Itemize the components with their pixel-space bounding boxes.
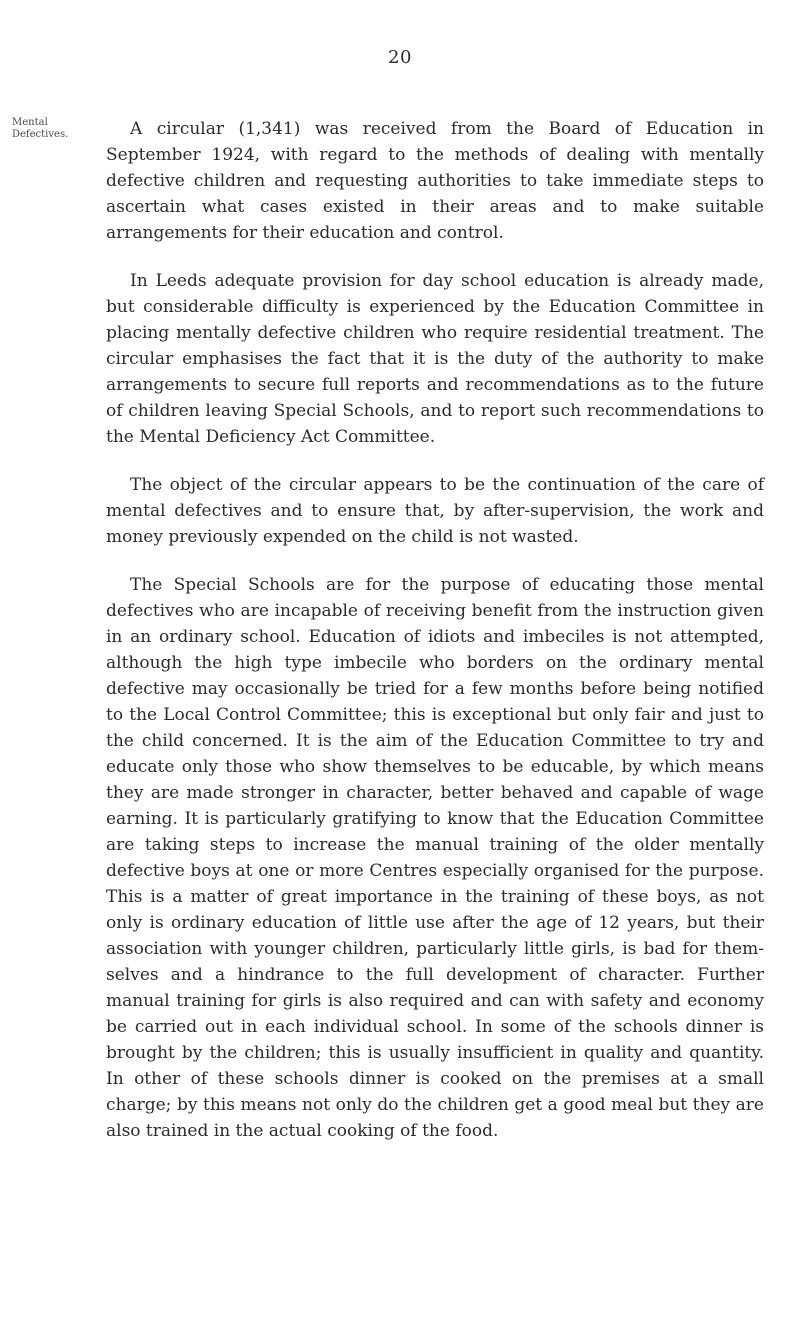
margin-note <box>12 117 92 141</box>
paragraph-leeds-provision: In Leeds adequate provision for day school education is already made, but considerable difficulty is experienced by the Education Committee in placing mentally defective children who require residential treatment. The circular emphasises the fact that it is the duty of the authority to make arrangements to secure full reports and recommendations as to the future of children leaving Special Schools, and to report such recommendations to the Mental Deficiency Act Committee. <box>106 271 764 447</box>
margin-note-line-2: Defectives. <box>12 129 69 140</box>
page-number: 20 <box>388 47 412 68</box>
body-text <box>106 116 764 1166</box>
margin-note-line-1: Mental <box>12 117 48 128</box>
paragraph-object-of-circular: The object of the circular appears to be the continuation of the care of mental defectives and to ensure that, by after-supervision, the work and money previously expended on the child is not wasted. <box>106 475 764 547</box>
paragraph-circular: A circular (1,341) was received from the Board of Education in September 1924, with regard to the methods of dealing with mentally defective children and requesting authorities to take immediate steps to ascertain what cases existed in their areas and to make suitable arrangements for their education and control. <box>106 119 764 243</box>
paragraph-special-schools: The Special Schools are for the purpose of educating those mental defectives who are incapable of receiving benefit from the instruction given in an ordinary school. Education of idiots and imbeciles is not attempted, although the high type imbecile who borders on the ordinary mental defective may occasionally be tried for a few months before being notified to the Local Control Committee; this is exceptional but only fair and just to the child concerned. It is the aim of the Education Committee to try and educate only those who show themselves to be educable, by which means they are made stronger in character, better behaved and capable of wage earning. It is particularly gratifying to know that the Education Committee are taking steps to increase the manual training of the older mentally defective boys at one or more Centres especially organised for the purpose. This is a matter of great importance in the training of these boys, as not only is ordinary education of little use after the age of 12 years, but their association with younger children, particularly little girls, is bad for them-selves and a hindrance to the full development of character. Further manual training for girls is also required and can with safety and economy be carried out in each individual school. In some of the schools dinner is brought by the children; this is usually insufficient in quality and quantity. In other of these schools dinner is cooked on the premises at a small charge; by this means not only do the children get a good meal but they are also trained in the actual cooking of the food. <box>106 575 764 1141</box>
